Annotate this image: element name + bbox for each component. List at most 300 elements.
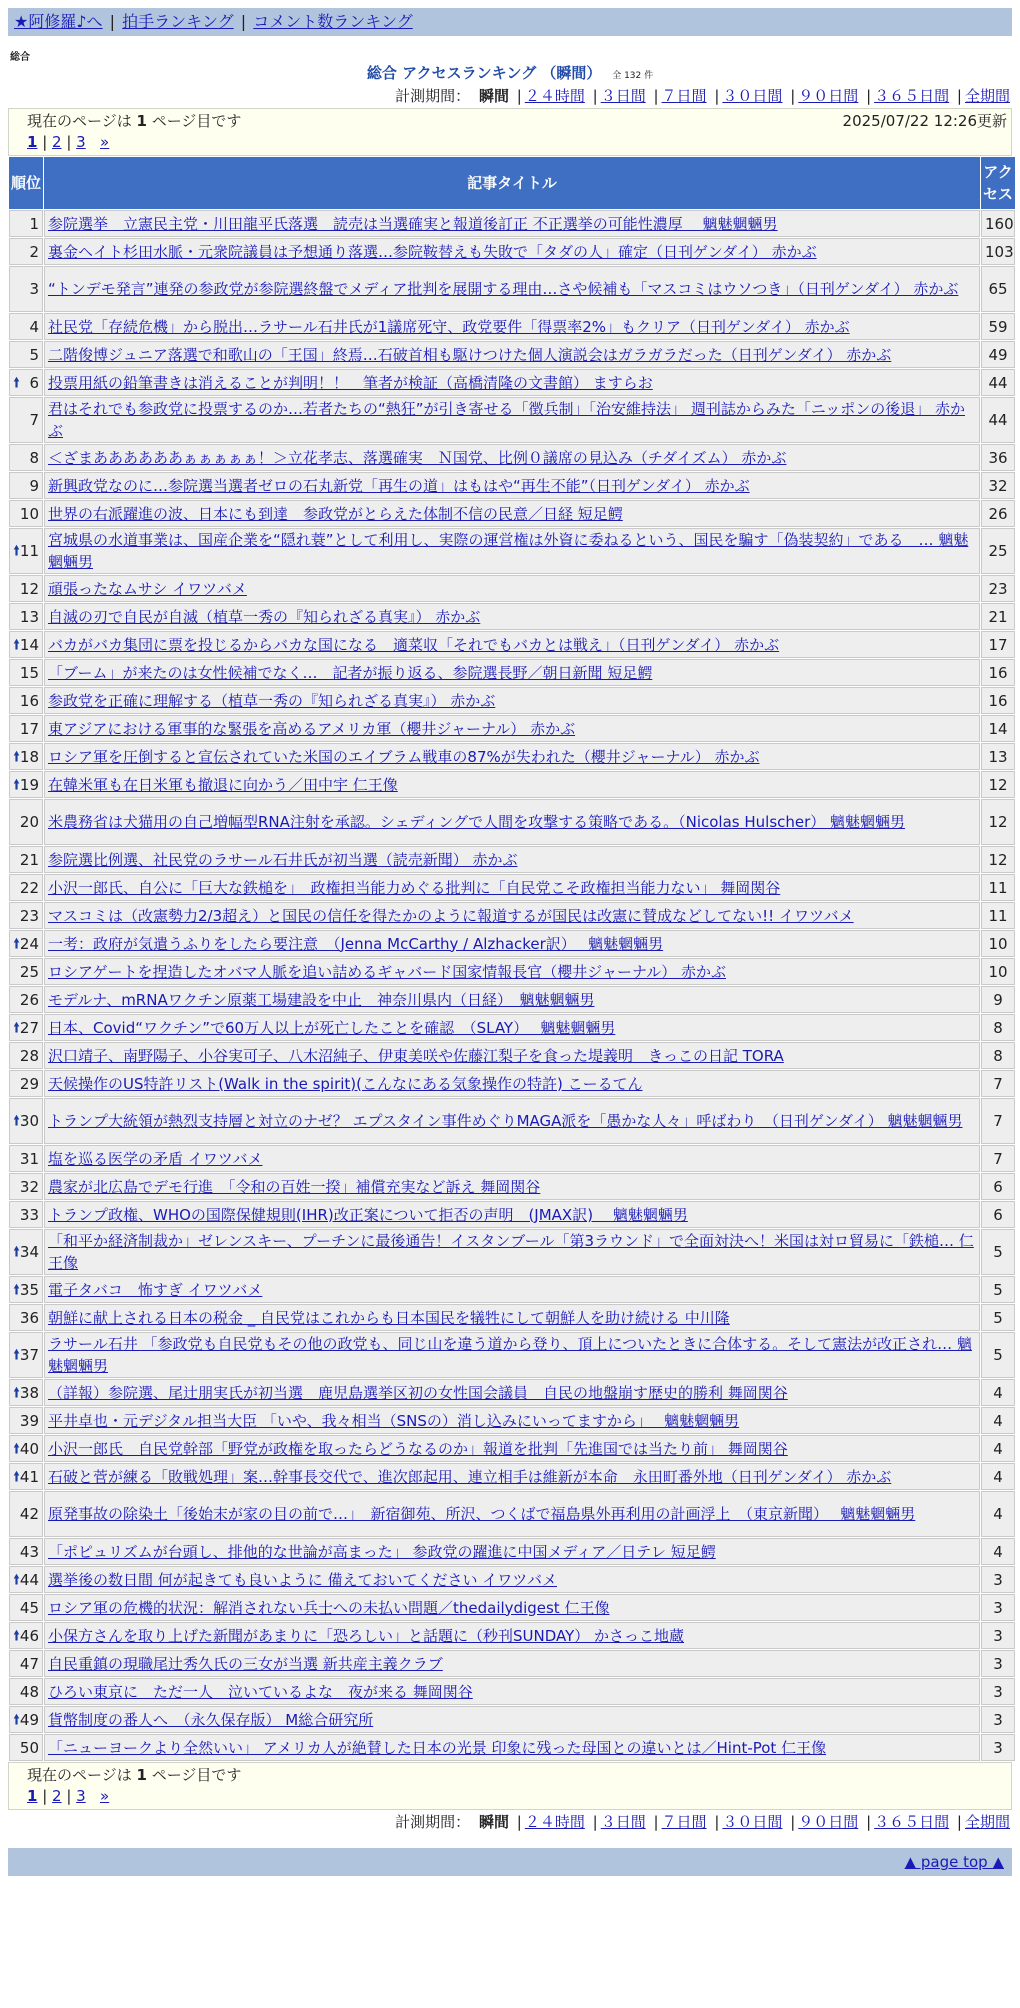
rank-cell bbox=[9, 1650, 43, 1677]
rank-number: 47 bbox=[19, 1654, 39, 1673]
table-row bbox=[9, 444, 1015, 471]
rank-number: 19 bbox=[19, 775, 39, 794]
rank-cell bbox=[9, 1014, 43, 1041]
rank-cell bbox=[9, 1734, 43, 1761]
article-title-link[interactable]: 頑張ったなムサシ イワツバメ bbox=[48, 579, 247, 598]
article-title-link[interactable]: バカがバカ集団に票を投じるからバカな国になる 適菜収「それでもバカとは戦え」（日刊ゲンダイ） 赤かぶ bbox=[48, 635, 780, 654]
rank-number: 31 bbox=[19, 1149, 39, 1168]
article-title-link[interactable]: マスコミは（改憲勢力2/3超え）と国民の信任を得たかのように報道するが国民は改憲に賛成などしてない!! イワツバメ bbox=[48, 906, 854, 925]
article-title-link[interactable]: 「和平か経済制裁か」ゼレンスキー、プーチンに最後通告！イスタンブール「第3ラウンド」で全面対決へ！米国は対ロ貿易に「鉄槌… 仁王像 bbox=[48, 1232, 974, 1272]
access-count: 5 bbox=[981, 1229, 1015, 1275]
period-30d[interactable]: ３０日間 bbox=[722, 87, 783, 105]
article-title-link[interactable]: 選挙後の数日間 何が起きても良いように 備えておいてください イワツバメ bbox=[48, 1570, 558, 1589]
article-title-link[interactable]: 世界の右派躍進の波、日本にも到達 参政党がとらえた体制不信の民意／日経 短足鰐 bbox=[48, 504, 623, 523]
rank-number: 10 bbox=[19, 504, 39, 523]
title-cell bbox=[44, 1173, 980, 1200]
table-row bbox=[9, 1678, 1015, 1705]
rank-cell bbox=[9, 313, 43, 340]
rank-cell bbox=[9, 743, 43, 770]
access-count: 12 bbox=[981, 771, 1015, 798]
access-count: 5 bbox=[981, 1276, 1015, 1303]
title-cell bbox=[44, 1332, 980, 1378]
pager-bottom bbox=[8, 1762, 1012, 1810]
rank-cell bbox=[9, 1173, 43, 1200]
article-title-link[interactable]: 「ブーム」が来たのは女性候補でなく… 記者が振り返る、参院選長野／朝日新聞 短足鰐 bbox=[48, 663, 653, 682]
nav-separator: | bbox=[240, 12, 247, 31]
rank-cell bbox=[9, 369, 43, 396]
article-title-link[interactable]: 電子タバコ 怖すぎ イワツバメ bbox=[48, 1280, 263, 1299]
access-count: 12 bbox=[981, 846, 1015, 873]
rank-up-arrow-icon: 🠙 bbox=[13, 1468, 21, 1485]
period-24h[interactable]: ２４時間 bbox=[524, 87, 585, 105]
rank-cell bbox=[9, 659, 43, 686]
article-title-link[interactable]: 投票用紙の鉛筆書きは消えることが判明！！ 筆者が検証（高橋清隆の文書館） ますらお bbox=[48, 373, 653, 392]
rank-up-arrow-icon: 🠙 bbox=[13, 1019, 21, 1036]
rank-up-arrow-icon: 🠙 bbox=[13, 1711, 21, 1728]
article-title-link[interactable]: （詳報）参院選、尾辻朋実氏が初当選 鹿児島選挙区初の女性国会議員 自民の地盤崩す歴史的勝利 舞岡関谷 bbox=[48, 1383, 788, 1402]
article-title-link[interactable]: 在韓米軍も在日米軍も撤退に向かう／田中宇 仁王像 bbox=[48, 775, 398, 794]
rank-number: 23 bbox=[19, 906, 39, 925]
period-selector-bottom: 計測期間： 瞬間 | ２４時間 | ３日間 | ７日間 | ３０日間 | ９０日間 | ３６５日間 | 全期間 bbox=[395, 1813, 1010, 1831]
rank-cell bbox=[9, 500, 43, 527]
rank-number: 4 bbox=[29, 317, 39, 336]
access-count: 14 bbox=[981, 715, 1015, 742]
access-count: 65 bbox=[981, 266, 1015, 312]
page-links: 1 | 2 | 3 » bbox=[27, 133, 110, 151]
rank-number: 18 bbox=[19, 747, 39, 766]
rank-cell bbox=[9, 1622, 43, 1649]
access-count: 4 bbox=[981, 1538, 1015, 1565]
table-row bbox=[9, 397, 1015, 443]
title-cell bbox=[44, 341, 980, 368]
rank-up-arrow-icon: 🠙 bbox=[13, 776, 21, 793]
access-count: 11 bbox=[981, 902, 1015, 929]
access-count: 13 bbox=[981, 743, 1015, 770]
rank-number: 14 bbox=[19, 635, 39, 654]
article-title-link[interactable]: 二階俊博ジュニア落選で和歌山の「王国」終焉…石破首相も駆けつけた個人演説会はガラガラだった（日刊ゲンダイ） 赤かぶ bbox=[48, 345, 892, 364]
period-365d[interactable]: ３６５日間 bbox=[874, 87, 950, 105]
table-row bbox=[9, 1332, 1015, 1378]
rank-up-arrow-icon: 🠙 bbox=[13, 935, 21, 952]
title-cell bbox=[44, 528, 980, 574]
article-title-link[interactable]: 沢口靖子、南野陽子、小谷実可子、八木沼純子、伊東美咲や佐藤江梨子を食った堤義明 きっこの日記 TORA bbox=[48, 1046, 784, 1065]
article-title-link[interactable]: 一考：政府が気遣うふりをしたら要注意 （Jenna McCarthy / Alzhacker訳） 魑魅魍魎男 bbox=[48, 934, 664, 953]
table-row bbox=[9, 715, 1015, 742]
article-title-link[interactable]: 宮城県の水道事業は、国産企業を“隠れ蓑”として利用し、実際の運営権は外資に委ねるという、国民を騙す「偽装契約」である … 魑魅魍魎男 bbox=[48, 531, 969, 571]
article-title-link[interactable]: モデルナ、mRNAワクチン原薬工場建設を中止 神奈川県内（日経） 魑魅魍魎男 bbox=[48, 990, 595, 1009]
rank-number: 48 bbox=[19, 1682, 39, 1701]
rank-number: 21 bbox=[19, 850, 39, 869]
access-count: 16 bbox=[981, 659, 1015, 686]
rank-number: 1 bbox=[29, 214, 39, 233]
article-title-link[interactable]: 平井卓也・元デジタル担当大臣 「いや、我々相当（SNSの）消し込みにいってますから」 魑魅魍魎男 bbox=[48, 1411, 740, 1430]
page-title: 総合 アクセスランキング （瞬間） bbox=[366, 64, 602, 82]
table-row bbox=[9, 687, 1015, 714]
article-title-link[interactable]: ロシア軍の危機的状況：解消されない兵士への未払い問題／thedailydigest 仁王像 bbox=[48, 1598, 610, 1617]
table-row bbox=[9, 631, 1015, 658]
title-cell bbox=[44, 1304, 980, 1331]
table-row bbox=[9, 1379, 1015, 1406]
period-label: 計測期間： bbox=[395, 1813, 471, 1831]
access-count: 6 bbox=[981, 1173, 1015, 1200]
rank-cell bbox=[9, 958, 43, 985]
article-title-link[interactable]: ひろい東京に ただ一人 泣いているよな 夜が来る 舞岡関谷 bbox=[48, 1682, 473, 1701]
rank-cell bbox=[9, 1304, 43, 1331]
rank-number: 33 bbox=[19, 1205, 39, 1224]
nav-separator: | bbox=[109, 12, 116, 31]
rank-number: 30 bbox=[19, 1112, 39, 1130]
rank-number: 26 bbox=[19, 990, 39, 1009]
page-top-link[interactable]: ▲ page top ▲ bbox=[904, 1853, 1004, 1871]
period-7d[interactable]: ７日間 bbox=[661, 1813, 707, 1831]
page-links: 1 | 2 | 3 » bbox=[27, 1787, 110, 1805]
rank-number: 12 bbox=[19, 579, 39, 598]
article-title-link[interactable]: 貨幣制度の番人へ （永久保存版） M総合研究所 bbox=[48, 1710, 374, 1729]
rank-number: 29 bbox=[19, 1074, 39, 1093]
rank-number: 8 bbox=[29, 448, 39, 467]
page-link-3[interactable]: 3 bbox=[76, 133, 86, 151]
article-title-link[interactable]: 参院選挙 立憲民主党・川田龍平氏落選 読売は当選確実と報道後訂正 不正選挙の可能性濃厚 魑魅魍魎男 bbox=[48, 214, 778, 233]
table-row bbox=[9, 369, 1015, 396]
pager-top bbox=[8, 108, 1012, 156]
table-row bbox=[9, 603, 1015, 630]
title-cell bbox=[44, 1678, 980, 1705]
rank-up-arrow-icon: 🠙 bbox=[13, 748, 21, 765]
access-count: 7 bbox=[981, 1098, 1015, 1144]
title-cell bbox=[44, 1650, 980, 1677]
rank-column-header: 順位 bbox=[9, 157, 43, 209]
title-cell bbox=[44, 603, 980, 630]
access-count: 3 bbox=[981, 1650, 1015, 1677]
access-count: 5 bbox=[981, 1304, 1015, 1331]
title-cell bbox=[44, 1538, 980, 1565]
comment-ranking-link[interactable]: コメント数ランキング bbox=[253, 12, 413, 31]
period-all[interactable]: 全期間 bbox=[964, 87, 1010, 105]
access-count: 44 bbox=[981, 369, 1015, 396]
table-row bbox=[9, 771, 1015, 798]
access-count: 3 bbox=[981, 1566, 1015, 1593]
table-row bbox=[9, 1014, 1015, 1041]
title-cell bbox=[44, 771, 980, 798]
access-count: 16 bbox=[981, 687, 1015, 714]
article-title-link[interactable]: 「ニューヨークより全然いい」 アメリカ人が絶賛した日本の光景 印象に残った母国との違いとは／Hint-Pot 仁王像 bbox=[48, 1738, 827, 1757]
total-count: 全 132 件 bbox=[612, 71, 654, 81]
article-title-link[interactable]: 社民党「存続危機」から脱出…ラサール石井氏が1議席死守、政党要件「得票率2%」もクリア（日刊ゲンダイ） 赤かぶ bbox=[48, 317, 850, 336]
rank-cell bbox=[9, 715, 43, 742]
period-7d[interactable]: ７日間 bbox=[661, 87, 707, 105]
access-count: 4 bbox=[981, 1407, 1015, 1434]
title-cell bbox=[44, 1706, 980, 1733]
title-cell bbox=[44, 1042, 980, 1069]
article-title-link[interactable]: 小保方さんを取り上げた新聞があまりに「恐ろしい」と話題に（秒刊SUNDAY） かさっこ地蔵 bbox=[48, 1626, 685, 1645]
access-count: 4 bbox=[981, 1435, 1015, 1462]
table-row bbox=[9, 874, 1015, 901]
next-page-link[interactable]: » bbox=[100, 1787, 110, 1805]
title-cell bbox=[44, 930, 980, 957]
page-link-1[interactable]: 1 bbox=[27, 1787, 38, 1805]
rank-up-arrow-icon: 🠙 bbox=[13, 1281, 21, 1298]
rank-cell bbox=[9, 1229, 43, 1275]
table-row bbox=[9, 1463, 1015, 1490]
title-cell bbox=[44, 1201, 980, 1228]
title-cell bbox=[44, 1734, 980, 1761]
table-row bbox=[9, 1098, 1015, 1144]
rank-cell bbox=[9, 266, 43, 312]
table-row bbox=[9, 1145, 1015, 1172]
article-title-link[interactable]: 日本、Covid“ワクチン”で60万人以上が死亡したことを確認 （SLAY） 魑魅魍魎男 bbox=[48, 1018, 616, 1037]
page-link-1[interactable]: 1 bbox=[27, 133, 38, 151]
table-row bbox=[9, 1304, 1015, 1331]
rank-cell bbox=[9, 902, 43, 929]
access-count: 49 bbox=[981, 341, 1015, 368]
rank-number: 34 bbox=[19, 1243, 39, 1261]
table-row bbox=[9, 1622, 1015, 1649]
period-3d[interactable]: ３日間 bbox=[600, 1813, 646, 1831]
title-cell bbox=[44, 1594, 980, 1621]
title-cell bbox=[44, 687, 980, 714]
page-link-2[interactable]: 2 bbox=[52, 133, 62, 151]
rank-cell bbox=[9, 930, 43, 957]
rank-cell bbox=[9, 1566, 43, 1593]
section-label: 総合 bbox=[10, 52, 30, 63]
page-link-3[interactable]: 3 bbox=[76, 1787, 86, 1805]
article-title-link[interactable]: ＜ざまああああああぁぁぁぁぁ！＞立花孝志、落選確実 Ｎ国党、比例０議席の見込み（チダイズム） 赤かぶ bbox=[48, 448, 787, 467]
table-row bbox=[9, 659, 1015, 686]
rank-cell bbox=[9, 397, 43, 443]
title-cell bbox=[44, 266, 980, 312]
rank-cell bbox=[9, 341, 43, 368]
period-30d[interactable]: ３０日間 bbox=[722, 1813, 783, 1831]
title-cell bbox=[44, 472, 980, 499]
access-count: 3 bbox=[981, 1706, 1015, 1733]
period-90d[interactable]: ９０日間 bbox=[798, 87, 859, 105]
access-count: 11 bbox=[981, 874, 1015, 901]
table-row bbox=[9, 1650, 1015, 1677]
rank-cell bbox=[9, 1706, 43, 1733]
title-cell bbox=[44, 1014, 980, 1041]
table-row bbox=[9, 1070, 1015, 1097]
title-cell bbox=[44, 902, 980, 929]
article-title-link[interactable]: 裏金ヘイト杉田水脈・元衆院議員は予想通り落選…参院鞍替えも失敗で「タダの人」確定（日刊ゲンダイ） 赤かぶ bbox=[48, 242, 817, 261]
article-title-link[interactable]: 参院選比例選、社民党のラサール石井氏が初当選（読売新聞） 赤かぶ bbox=[48, 850, 518, 869]
article-title-link[interactable]: 君はそれでも参政党に投票するのか…若者たちの“熱狂”が引き寄せる「徴兵制」「治安維持法」 週刊誌からみた「ニッポンの後退」 赤かぶ bbox=[48, 400, 965, 440]
table-row bbox=[9, 238, 1015, 265]
rank-cell bbox=[9, 1594, 43, 1621]
title-cell bbox=[44, 500, 980, 527]
access-count: 17 bbox=[981, 631, 1015, 658]
rank-cell bbox=[9, 799, 43, 845]
rank-number: 7 bbox=[29, 411, 39, 429]
period-90d[interactable]: ９０日間 bbox=[798, 1813, 859, 1831]
clap-ranking-link[interactable]: 拍手ランキング bbox=[122, 12, 234, 31]
home-link[interactable]: ★阿修羅♪へ bbox=[14, 12, 103, 31]
ranking-heading bbox=[8, 62, 1012, 84]
rank-cell bbox=[9, 874, 43, 901]
access-count: 8 bbox=[981, 1042, 1015, 1069]
access-count: 36 bbox=[981, 444, 1015, 471]
table-row bbox=[9, 1566, 1015, 1593]
rank-number: 3 bbox=[29, 280, 39, 298]
rank-number: 37 bbox=[19, 1346, 39, 1364]
article-title-link[interactable]: 原発事故の除染土「後始末が家の目の前で…」 新宿御苑、所沢、つくばで福島県外再利用の計画浮上 （東京新聞） 魑魅魍魎男 bbox=[48, 1505, 916, 1523]
rank-cell bbox=[9, 1145, 43, 1172]
table-row bbox=[9, 986, 1015, 1013]
article-title-link[interactable]: 参政党を正確に理解する（植草一秀の『知られざる真実』） 赤かぶ bbox=[48, 691, 496, 710]
updated-timestamp: 2025/07/22 12:26更新 bbox=[842, 112, 1007, 130]
access-count: 5 bbox=[981, 1332, 1015, 1378]
title-cell bbox=[44, 369, 980, 396]
rank-number: 40 bbox=[19, 1439, 39, 1458]
article-title-link[interactable]: 石破と菅が練る「敗戦処理」案…幹事長交代で、進次郎起用、連立相手は維新が本命 永田町番外地（日刊ゲンダイ） 赤かぶ bbox=[48, 1467, 892, 1486]
article-title-link[interactable]: 新興政党なのに…参院選当選者ゼロの石丸新党「再生の道」はもはや“再生不能”（日刊ゲンダイ） 赤かぶ bbox=[48, 476, 750, 495]
table-row bbox=[9, 958, 1015, 985]
access-count: 12 bbox=[981, 799, 1015, 845]
article-title-link[interactable]: 自滅の刃で自民が自滅（植草一秀の『知られざる真実』） 赤かぶ bbox=[48, 607, 481, 626]
access-column-header: アクセス bbox=[981, 157, 1015, 209]
rank-number: 32 bbox=[19, 1177, 39, 1196]
table-row bbox=[9, 799, 1015, 845]
title-cell bbox=[44, 1566, 980, 1593]
rank-cell bbox=[9, 603, 43, 630]
article-title-link[interactable]: ロシアゲートを捏造したオバマ人脈を追い詰めるギャバード国家情報長官（櫻井ジャーナル） 赤かぶ bbox=[48, 962, 726, 981]
title-cell bbox=[44, 799, 980, 845]
table-row bbox=[9, 472, 1015, 499]
rank-cell bbox=[9, 575, 43, 602]
period-current: 瞬間 bbox=[478, 1813, 509, 1831]
table-row bbox=[9, 1538, 1015, 1565]
article-title-link[interactable]: 小沢一郎氏、自公に「巨大な鉄槌を」 政権担当能力めぐる批判に「自民党こそ政権担当能力ない」 舞岡関谷 bbox=[48, 878, 781, 897]
rank-cell bbox=[9, 771, 43, 798]
table-row bbox=[9, 1173, 1015, 1200]
article-title-link[interactable]: 朝鮮に献上される日本の税金 _ 自民党はこれからも日本国民を犠牲にして朝鮮人を助け続ける 中川隆 bbox=[48, 1308, 730, 1327]
rank-up-arrow-icon: 🠙 bbox=[13, 543, 21, 559]
rank-cell bbox=[9, 1332, 43, 1378]
title-cell bbox=[44, 1276, 980, 1303]
rank-number: 49 bbox=[19, 1710, 39, 1729]
period-24h[interactable]: ２４時間 bbox=[524, 1813, 585, 1831]
access-count: 25 bbox=[981, 528, 1015, 574]
article-title-link[interactable]: 小沢一郎氏 自民党幹部「野党が政権を取ったらどうなるのか」報道を批判「先進国では当たり前」 舞岡関谷 bbox=[48, 1439, 788, 1458]
rank-number: 36 bbox=[19, 1308, 39, 1327]
period-all[interactable]: 全期間 bbox=[964, 1813, 1010, 1831]
rank-cell bbox=[9, 1042, 43, 1069]
access-count: 7 bbox=[981, 1145, 1015, 1172]
access-count: 4 bbox=[981, 1491, 1015, 1537]
page-info: 現在のページは 1 ページ目です bbox=[27, 1766, 242, 1784]
table-row bbox=[9, 1042, 1015, 1069]
access-count: 103 bbox=[981, 238, 1015, 265]
title-cell bbox=[44, 846, 980, 873]
article-title-link[interactable]: ロシア軍を圧倒すると宣伝されていた米国のエイブラム戦車の87%が失われた（櫻井ジャーナル） 赤かぶ bbox=[48, 747, 760, 766]
article-title-link[interactable]: 農家が北広島でデモ行進 「令和の百姓一揆」補償充実など訴え 舞岡関谷 bbox=[48, 1177, 541, 1196]
title-cell bbox=[44, 210, 980, 237]
table-row bbox=[9, 846, 1015, 873]
rank-number: 45 bbox=[19, 1598, 39, 1617]
title-cell bbox=[44, 986, 980, 1013]
table-row bbox=[9, 930, 1015, 957]
rank-number: 43 bbox=[19, 1542, 39, 1561]
period-selector-top: 計測期間： 瞬間 | ２４時間 | ３日間 | ７日間 | ３０日間 | ９０日間 | ３６５日間 | 全期間 bbox=[395, 87, 1010, 105]
article-title-link[interactable]: 「ポピュリズムが台頭し、排他的な世論が高まった」 参政党の躍進に中国メディア／日テレ 短足鰐 bbox=[48, 1542, 716, 1561]
title-cell bbox=[44, 1463, 980, 1490]
article-title-link[interactable]: “トンデモ発言”連発の参政党が参院選終盤でメディア批判を展開する理由…さや候補も「マスコミはウソつき」（日刊ゲンダイ） 赤かぶ bbox=[48, 280, 959, 298]
rank-cell bbox=[9, 1201, 43, 1228]
title-cell bbox=[44, 659, 980, 686]
article-title-link[interactable]: 天候操作のUS特許リスト(Walk in the spirit)(こんなにある気象操作の特許) こーるてん bbox=[48, 1074, 643, 1093]
access-count: 4 bbox=[981, 1463, 1015, 1490]
table-row bbox=[9, 1435, 1015, 1462]
rank-cell bbox=[9, 986, 43, 1013]
rank-number: 9 bbox=[29, 476, 39, 495]
rank-cell bbox=[9, 631, 43, 658]
rank-cell bbox=[9, 210, 43, 237]
rank-number: 11 bbox=[19, 542, 39, 560]
next-page-link[interactable]: » bbox=[100, 133, 110, 151]
table-row bbox=[9, 1594, 1015, 1621]
table-row bbox=[9, 743, 1015, 770]
access-count: 44 bbox=[981, 397, 1015, 443]
rank-up-arrow-icon: 🠙 bbox=[13, 1571, 21, 1588]
title-cell bbox=[44, 1622, 980, 1649]
title-cell bbox=[44, 575, 980, 602]
ranking-table-body bbox=[9, 210, 1015, 1761]
table-row bbox=[9, 1734, 1015, 1761]
table-row bbox=[9, 1276, 1015, 1303]
table-row bbox=[9, 266, 1015, 312]
rank-number: 2 bbox=[29, 242, 39, 261]
rank-number: 38 bbox=[19, 1383, 39, 1402]
rank-up-arrow-icon: 🠙 bbox=[13, 1113, 21, 1129]
article-title-link[interactable]: ラサール石井 「参政党も自民党もその他の政党も、同じ山を違う道から登り、頂上についたときに合体する。そして憲法が改正され… 魑魅魍魎男 bbox=[48, 1335, 972, 1375]
rank-up-arrow-icon: 🠙 bbox=[13, 1627, 21, 1644]
title-cell bbox=[44, 743, 980, 770]
table-row bbox=[9, 528, 1015, 574]
page-link-2[interactable]: 2 bbox=[52, 1787, 62, 1805]
period-3d[interactable]: ３日間 bbox=[600, 87, 646, 105]
title-cell bbox=[44, 1070, 980, 1097]
rank-cell bbox=[9, 528, 43, 574]
period-365d[interactable]: ３６５日間 bbox=[874, 1813, 950, 1831]
rank-cell bbox=[9, 1463, 43, 1490]
article-title-link[interactable]: 塩を巡る医学の矛盾 イワツバメ bbox=[48, 1149, 263, 1168]
rank-number: 35 bbox=[19, 1280, 39, 1299]
title-cell bbox=[44, 313, 980, 340]
article-title-link[interactable]: トランプ政権、WHOの国際保健規則(IHR)改正案について拒否の声明 (JMAX訳) 魑魅魍魎男 bbox=[48, 1205, 688, 1224]
table-row bbox=[9, 1229, 1015, 1275]
article-title-link[interactable]: 東アジアにおける軍事的な緊張を高めるアメリカ軍（櫻井ジャーナル） 赤かぶ bbox=[48, 719, 576, 738]
title-cell bbox=[44, 631, 980, 658]
title-cell bbox=[44, 958, 980, 985]
article-title-link[interactable]: トランプ大統領が熱烈支持層と対立のナゼ？ エプスタイン事件めぐりMAGA派を「愚かな人々」呼ばわり （日刊ゲンダイ） 魑魅魍魎男 bbox=[48, 1112, 963, 1130]
table-row bbox=[9, 1706, 1015, 1733]
rank-number: 42 bbox=[19, 1505, 39, 1523]
rank-up-arrow-icon: 🠙 bbox=[13, 1347, 21, 1363]
title-cell bbox=[44, 1435, 980, 1462]
access-count: 7 bbox=[981, 1070, 1015, 1097]
article-title-link[interactable]: 米農務省は犬猫用の自己増幅型RNA注射を承認。シェディングで人間を攻撃する策略である。（Nicolas Hulscher） 魑魅魍魎男 bbox=[48, 813, 906, 831]
table-row bbox=[9, 210, 1015, 237]
page-info: 現在のページは 1 ページ目です bbox=[27, 112, 242, 130]
access-count: 9 bbox=[981, 986, 1015, 1013]
title-cell bbox=[44, 1407, 980, 1434]
article-title-link[interactable]: 自民重鎮の現職尾辻秀久氏の三女が当選 新共産主義クラブ bbox=[48, 1654, 443, 1673]
rank-number: 28 bbox=[19, 1046, 39, 1065]
rank-number: 25 bbox=[19, 962, 39, 981]
table-row bbox=[9, 902, 1015, 929]
rank-cell bbox=[9, 1276, 43, 1303]
table-row bbox=[9, 1407, 1015, 1434]
rank-number: 41 bbox=[19, 1467, 39, 1486]
